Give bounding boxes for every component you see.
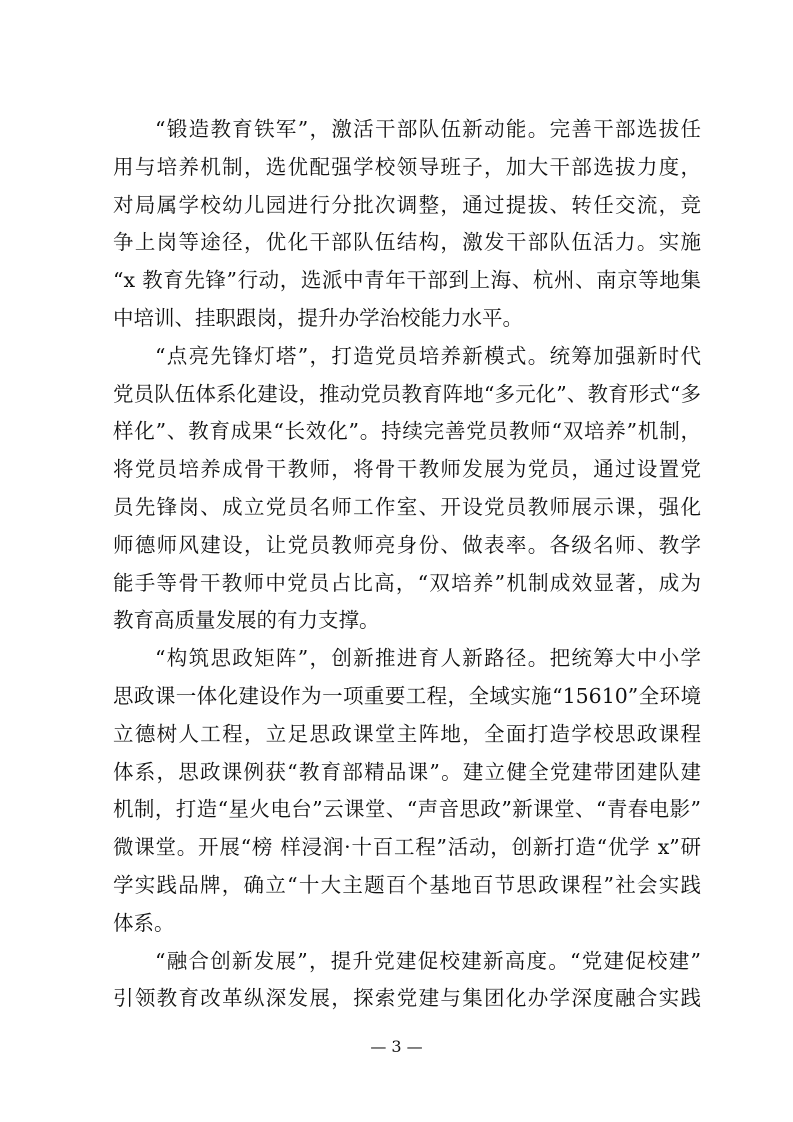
- paragraph-line: 机制，打造“星火电台”云课堂、“声音思政”新课堂、“青春电影”: [113, 797, 701, 822]
- paragraph-line: 用与培养机制，选优配强学校领导班子，加大干部选拔力度，: [113, 154, 701, 179]
- page-number: — 3 —: [370, 1037, 423, 1056]
- paragraph-line: 对局属学校幼儿园进行分批次调整，通过提拔、转任交流，竞: [113, 192, 701, 217]
- paragraph-line: 教育高质量发展的有力支撑。: [113, 608, 380, 633]
- paragraph-line: 将党员培养成骨干教师，将骨干教师发展为党员，通过设置党: [113, 457, 701, 482]
- document-body: [113, 111, 701, 1018]
- paragraph: [113, 338, 701, 640]
- paragraph-line: 中培训、挂职跟岗，提升办学治校能力水平。: [113, 305, 523, 330]
- paragraph: [113, 640, 701, 942]
- paragraph-line: 员先锋岗、成立党员名师工作室、开设党员教师展示课，强化: [113, 494, 701, 519]
- paragraph-line: 立德树人工程，立足思政课堂主阵地，全面打造学校思政课程: [113, 721, 701, 746]
- paragraph-line: 党员队伍体系化建设，推动党员教育阵地“多元化”、教育形式“多: [113, 381, 701, 406]
- paragraph-line: 样化”、教育成果“长效化”。持续完善党员教师“双培养”机制，: [113, 419, 701, 444]
- paragraph-line: 争上岗等途径，优化干部队伍结构，激发干部队伍活力。实施: [113, 230, 701, 255]
- paragraph: [113, 111, 701, 338]
- paragraph-line: 师德师风建设，让党员教师亮身份、做表率。各级名师、教学: [113, 532, 701, 557]
- paragraph-line: 引领教育改革纵深发展，探索党建与集团化办学深度融合实践: [113, 986, 701, 1011]
- paragraph-line: 微课堂。开展“榜 样浸润·十百工程”活动，创新打造“优学 x”研: [113, 835, 701, 860]
- paragraph-line: 思政课一体化建设作为一项重要工程，全域实施“15610”全环境: [113, 683, 701, 708]
- paragraph: [113, 943, 701, 1019]
- paragraph-line: “点亮先锋灯塔”，打造党员培养新模式。统筹加强新时代: [155, 343, 701, 368]
- paragraph-line: 体系。: [113, 910, 175, 935]
- paragraph-line: “融合创新发展”，提升党建促校建新高度。“党建促校建”: [155, 948, 701, 973]
- paragraph-line: “x 教育先锋”行动，选派中青年干部到上海、杭州、南京等地集: [113, 268, 701, 293]
- paragraph-line: 学实践品牌，确立“十大主题百个基地百节思政课程”社会实践: [113, 872, 701, 897]
- paragraph-line: 体系，思政课例获“教育部精品课”。建立健全党建带团建队建: [113, 759, 701, 784]
- paragraph-line: “锻造教育铁军”，激活干部队伍新动能。完善干部选拔任: [155, 117, 701, 141]
- paragraph-line: “构筑思政矩阵”，创新推进育人新路径。把统筹大中小学: [155, 646, 701, 671]
- paragraph-line: 能手等骨干教师中党员占比高，“双培养”机制成效显著，成为: [113, 570, 701, 595]
